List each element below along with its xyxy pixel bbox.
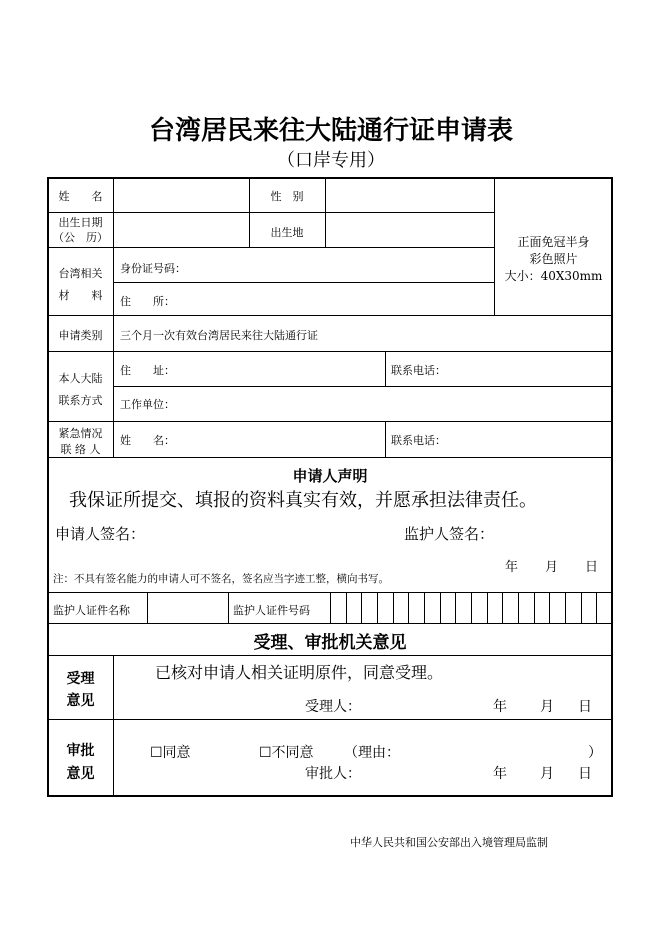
reason-close: ） <box>588 745 602 761</box>
id-digit-box[interactable] <box>346 592 362 623</box>
declaration-statement: 我保证所提交、填报的资料真实有效，并愿承担法律责任。 <box>69 490 537 511</box>
gender-field[interactable] <box>326 179 493 211</box>
id-digit-box[interactable] <box>534 592 550 623</box>
id-digit-box[interactable] <box>377 592 393 623</box>
approval-label-line2: 意见 <box>66 766 95 782</box>
acceptance-label-line2: 意见 <box>66 693 95 709</box>
declaration-day: 日 <box>585 560 599 575</box>
emergency-phone-label: 联系电话： <box>391 434 446 447</box>
birth-date-field[interactable] <box>114 213 248 246</box>
declaration-heading: 申请人声明 <box>292 467 368 485</box>
birth-date-label-line2: （公 历） <box>53 231 108 244</box>
applicant-signature-field[interactable] <box>150 518 390 544</box>
taiwan-material-label-line2: 材 料 <box>58 289 103 302</box>
id-digit-box[interactable] <box>581 592 597 623</box>
id-digit-box[interactable] <box>455 592 471 623</box>
birthplace-label: 出生地 <box>270 226 304 239</box>
id-digit-box[interactable] <box>424 592 440 623</box>
acceptance-year: 年 <box>493 699 507 715</box>
gender-label: 性 别 <box>270 190 304 203</box>
birth-date-label-line1: 出生日期 <box>58 216 103 229</box>
residence-label: 住 所： <box>120 295 175 308</box>
application-type-label: 申请类别 <box>58 329 103 342</box>
mainland-contact-label-line1: 本人大陆 <box>58 372 103 385</box>
mainland-address-label: 住 址： <box>120 364 175 377</box>
id-digit-box[interactable] <box>361 592 377 623</box>
guardian-doc-number-label: 监护人证件号码 <box>233 604 310 617</box>
birthplace-field[interactable] <box>326 213 493 246</box>
name-label: 姓 名 <box>58 190 103 203</box>
signature-note: 注：不具有签名能力的申请人可不签名，签名应当字迹工整，横向书写。 <box>53 573 389 585</box>
taiwan-material-label-line1: 台湾相关 <box>58 267 103 280</box>
id-digit-box[interactable] <box>487 592 503 623</box>
emergency-phone-field[interactable] <box>455 423 610 455</box>
emergency-name-field[interactable] <box>190 423 383 455</box>
acceptance-text: 已核对申请人相关证明原件，同意受理。 <box>155 663 444 682</box>
photo-requirement-line1: 正面免冠半身 <box>517 235 590 249</box>
acceptance-day: 日 <box>578 699 592 715</box>
agree-checkbox[interactable]: ☐同意 <box>150 745 191 761</box>
work-unit-field[interactable] <box>180 388 610 419</box>
acceptance-label-line1: 受理 <box>66 671 95 687</box>
approval-heading: 受理、审批机关意见 <box>253 633 407 653</box>
id-digit-box[interactable] <box>596 592 612 623</box>
guardian-doc-name-label: 监护人证件名称 <box>53 604 130 617</box>
guardian-doc-name-field[interactable] <box>148 593 227 622</box>
acceptance-month: 月 <box>540 699 554 715</box>
photo-requirement-line2: 彩色照片 <box>529 252 578 266</box>
disagree-checkbox[interactable]: ☐不同意 <box>259 745 314 761</box>
approving-officer-label: 审批人： <box>305 766 361 782</box>
approval-day: 日 <box>578 766 592 782</box>
id-number-label: 身份证号码： <box>120 262 186 275</box>
emergency-name-label: 姓 名： <box>120 434 175 447</box>
id-digit-box[interactable] <box>518 592 534 623</box>
reason-label: （理由： <box>344 745 400 761</box>
work-unit-label: 工作单位： <box>120 398 175 411</box>
declaration-year: 年 <box>505 560 519 575</box>
approval-year: 年 <box>493 766 507 782</box>
issuer-footer: 中华人民共和国公安部出入境管理局监制 <box>350 836 548 849</box>
mainland-address-field[interactable] <box>190 353 383 384</box>
emergency-contact-label-line2: 联 络 人 <box>60 443 101 456</box>
mainland-contact-label-line2: 联系方式 <box>58 394 103 407</box>
id-digit-box[interactable] <box>440 592 456 623</box>
id-digit-box[interactable] <box>330 592 346 623</box>
approval-label-line1: 审批 <box>66 743 95 759</box>
guardian-signature-label: 监护人签名： <box>404 525 495 543</box>
declaration-month: 月 <box>545 560 559 575</box>
mainland-phone-field[interactable] <box>455 353 610 384</box>
approval-month: 月 <box>540 766 554 782</box>
accepting-officer-label: 受理人： <box>305 699 361 715</box>
photo-size-label: 大小：40X30mm <box>504 269 603 283</box>
form-title: 台湾居民来往大陆通行证申请表 <box>148 116 513 146</box>
form-subtitle: （口岸专用） <box>277 150 385 171</box>
id-digit-box[interactable] <box>549 592 565 623</box>
name-field[interactable] <box>114 179 248 211</box>
emergency-contact-label-line1: 紧急情况 <box>58 427 103 440</box>
id-digit-box[interactable] <box>408 592 424 623</box>
residence-field[interactable] <box>190 284 492 314</box>
mainland-phone-label: 联系电话： <box>391 364 446 377</box>
applicant-signature-label: 申请人签名： <box>55 525 146 543</box>
guardian-signature-field[interactable] <box>500 518 608 544</box>
id-digit-box[interactable] <box>393 592 409 623</box>
application-type-value: 三个月一次有效台湾居民来往大陆通行证 <box>120 329 318 342</box>
reason-field[interactable] <box>410 738 585 760</box>
id-digit-box[interactable] <box>565 592 581 623</box>
id-digit-box[interactable] <box>502 592 518 623</box>
id-number-field[interactable] <box>200 250 492 280</box>
id-digit-box[interactable] <box>471 592 487 623</box>
